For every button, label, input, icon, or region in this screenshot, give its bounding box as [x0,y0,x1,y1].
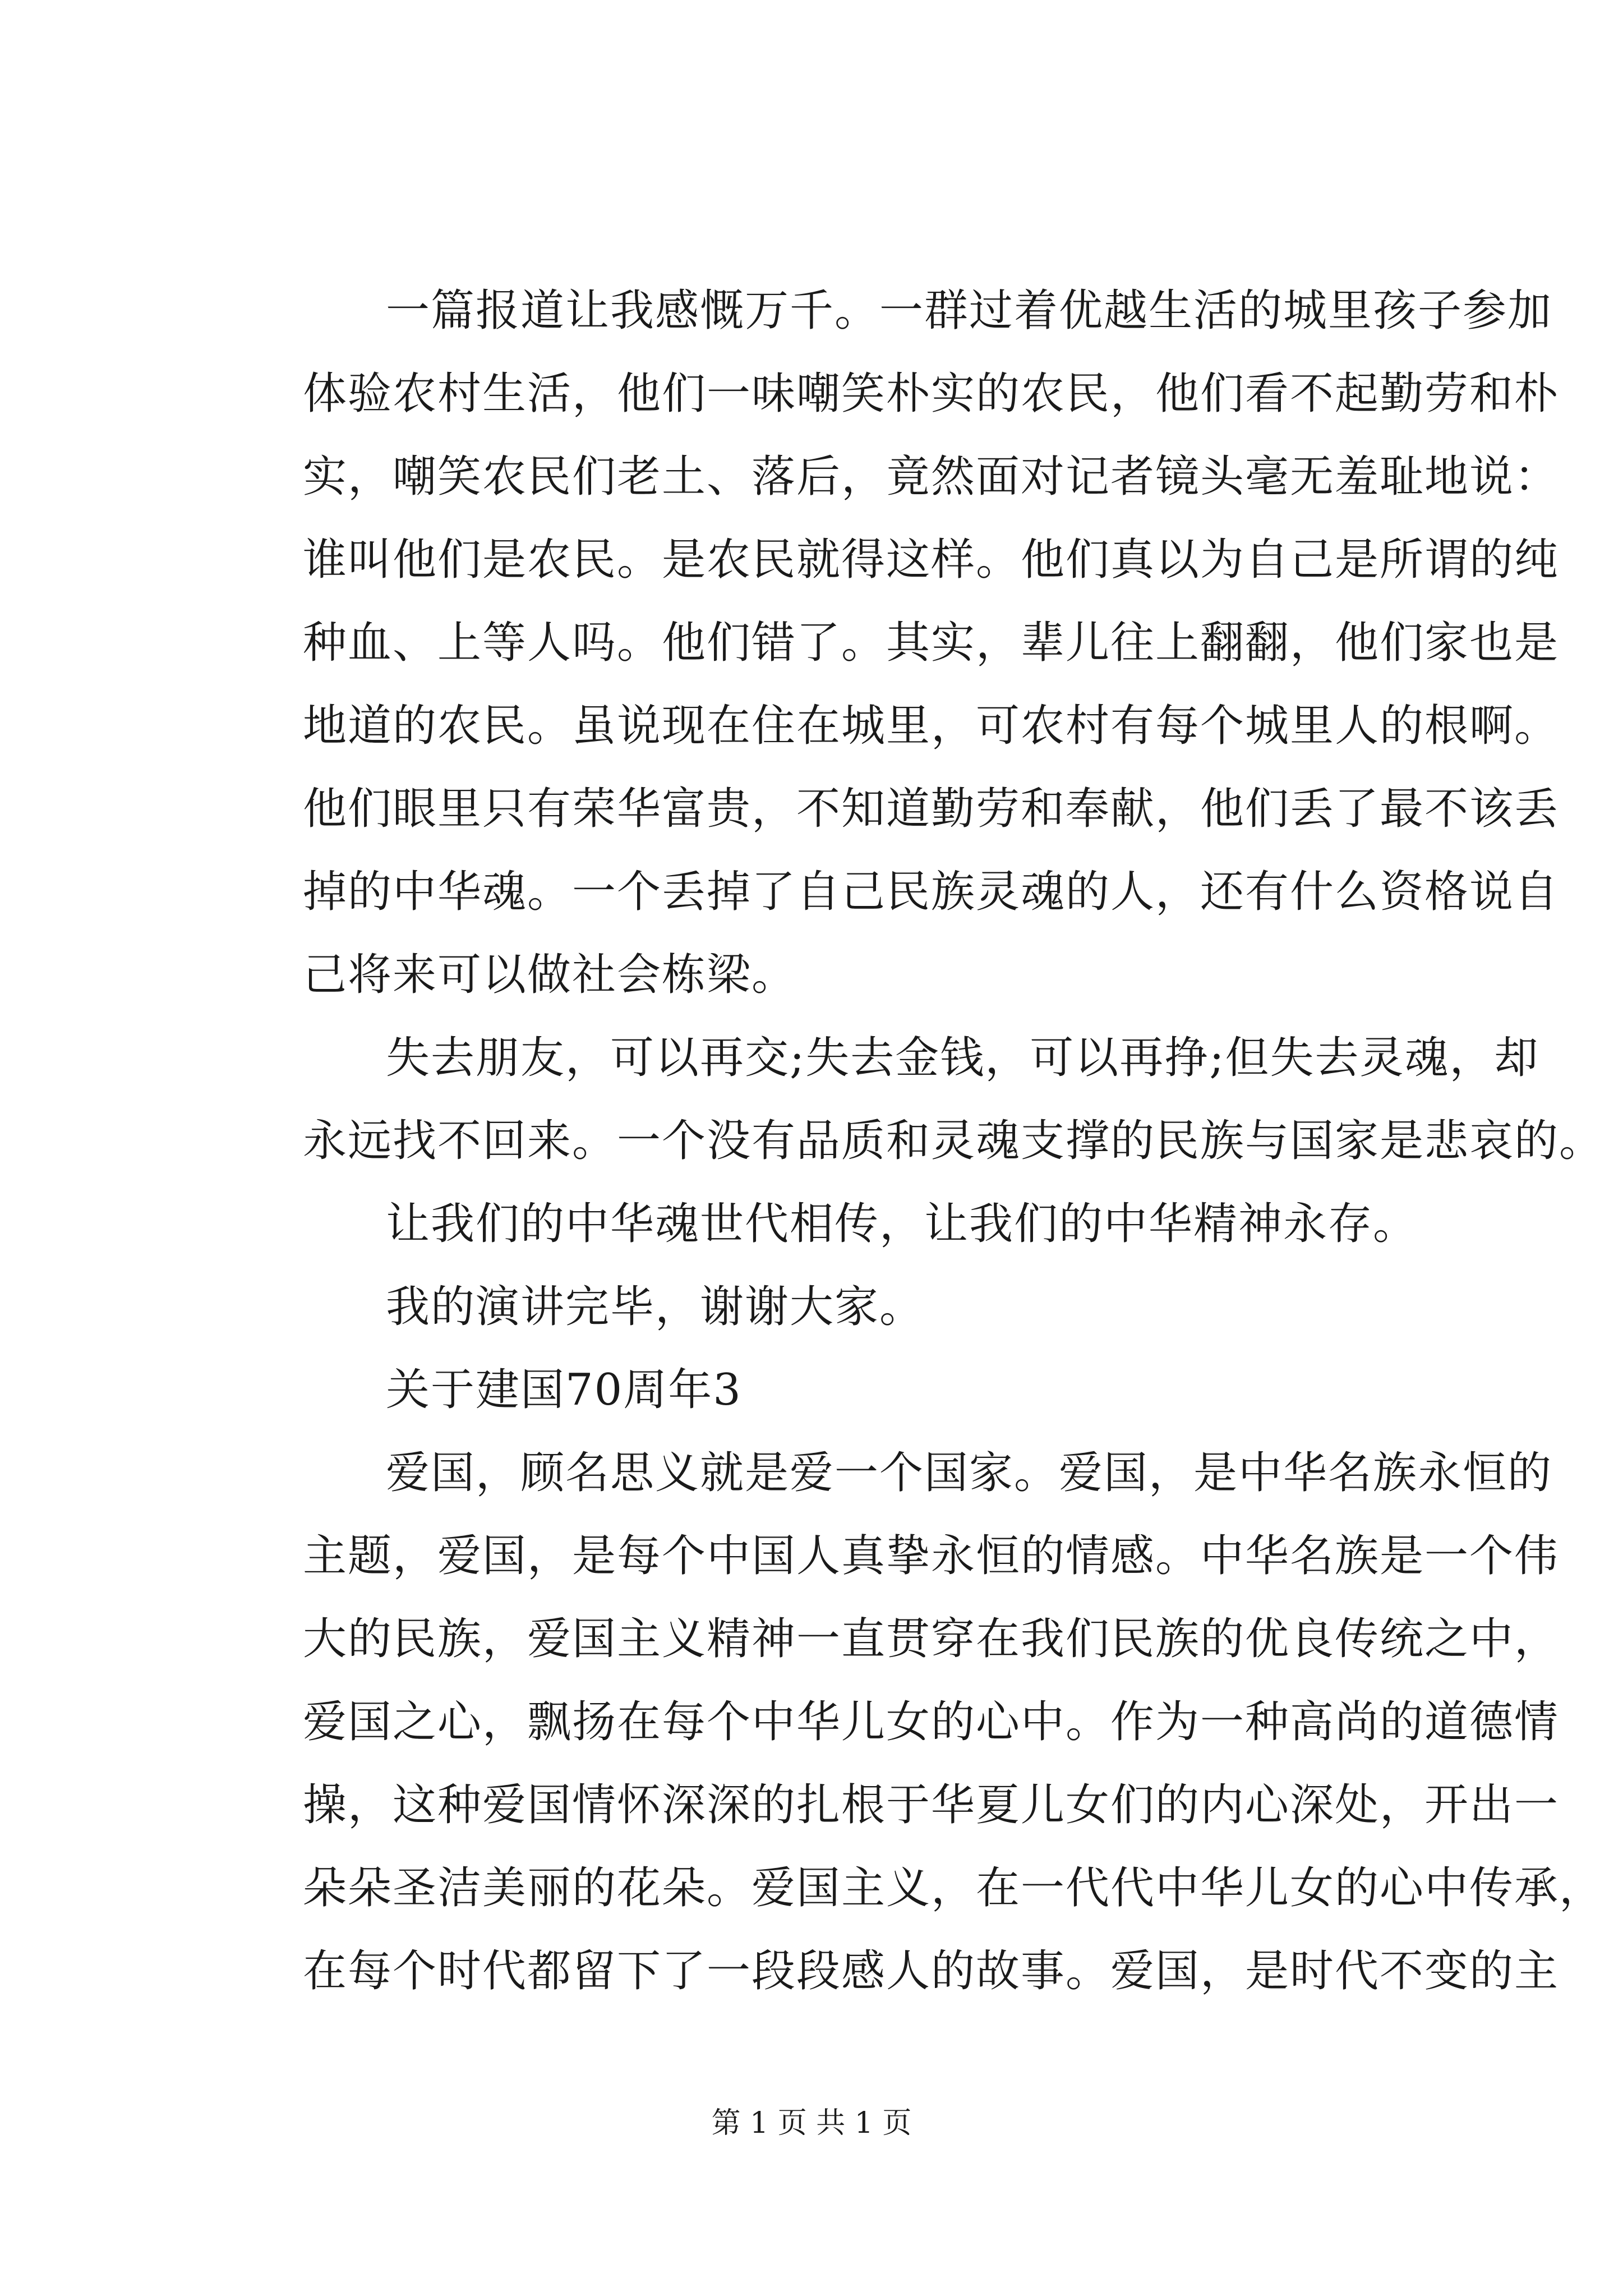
paragraph-line: 爱国，顾名思义就是爱一个国家。爱国，是中华名族永恒的 [386,1448,1553,1498]
paragraph-line: 大的民族，爱国主义精神一直贯穿在我们民族的优良传统之中， [303,1614,1560,1664]
paragraph-line: 体验农村生活，他们一味嘲笑朴实的农民，他们看不起勤劳和朴 [303,369,1560,419]
paragraph-line: 种血、上等人吗。他们错了。其实，辈儿往上翻翻，他们家也是 [303,618,1560,668]
body-text [303,269,1604,2013]
paragraph-line: 在每个时代都留下了一段段感人的故事。爱国，是时代不变的主 [303,1946,1560,1996]
section-heading: 关于建国70周年3 [386,1365,742,1415]
paragraph-line: 实，嘲笑农民们老土、落后，竟然面对记者镜头毫无羞耻地说： [303,452,1560,502]
paragraph-line: 地道的农民。虽说现在住在城里，可农村有每个城里人的根啊。 [303,701,1560,751]
page-footer [0,2101,1623,2146]
paragraph-line: 让我们的中华魂世代相传，让我们的中华精神永存。 [386,1199,1418,1249]
paragraph-line: 己将来可以做社会栋梁。 [303,950,797,1000]
paragraph-line: 爱国之心，飘扬在每个中华儿女的心中。作为一种高尚的道德情 [303,1697,1560,1747]
paragraph-line: 谁叫他们是农民。是农民就得这样。他们真以为自己是所谓的纯 [303,535,1560,585]
paragraph-line: 朵朵圣洁美丽的花朵。爱国主义，在一代代中华儿女的心中传承， [303,1863,1604,1913]
paragraph-line: 他们眼里只有荣华富贵，不知道勤劳和奉献，他们丢了最不该丢 [303,784,1560,834]
paragraph-line: 掉的中华魂。一个丢掉了自己民族灵魂的人，还有什么资格说自 [303,867,1560,917]
paragraph-line: 永远找不回来。一个没有品质和灵魂支撑的民族与国家是悲哀的。 [303,1116,1604,1166]
paragraph-line: 我的演讲完毕，谢谢大家。 [386,1282,925,1332]
paragraph-line: 失去朋友，可以再交;失去金钱，可以再挣;但失去灵魂，却 [386,1033,1539,1083]
paragraph-line: 主题，爱国，是每个中国人真挚永恒的情感。中华名族是一个伟 [303,1531,1560,1581]
page-number-label: 第 1 页 共 1 页 [711,2106,912,2140]
paragraph-line: 一篇报道让我感慨万千。一群过着优越生活的城里孩子参加 [386,286,1553,336]
paragraph-line: 操，这种爱国情怀深深的扎根于华夏儿女们的内心深处，开出一 [303,1780,1560,1830]
